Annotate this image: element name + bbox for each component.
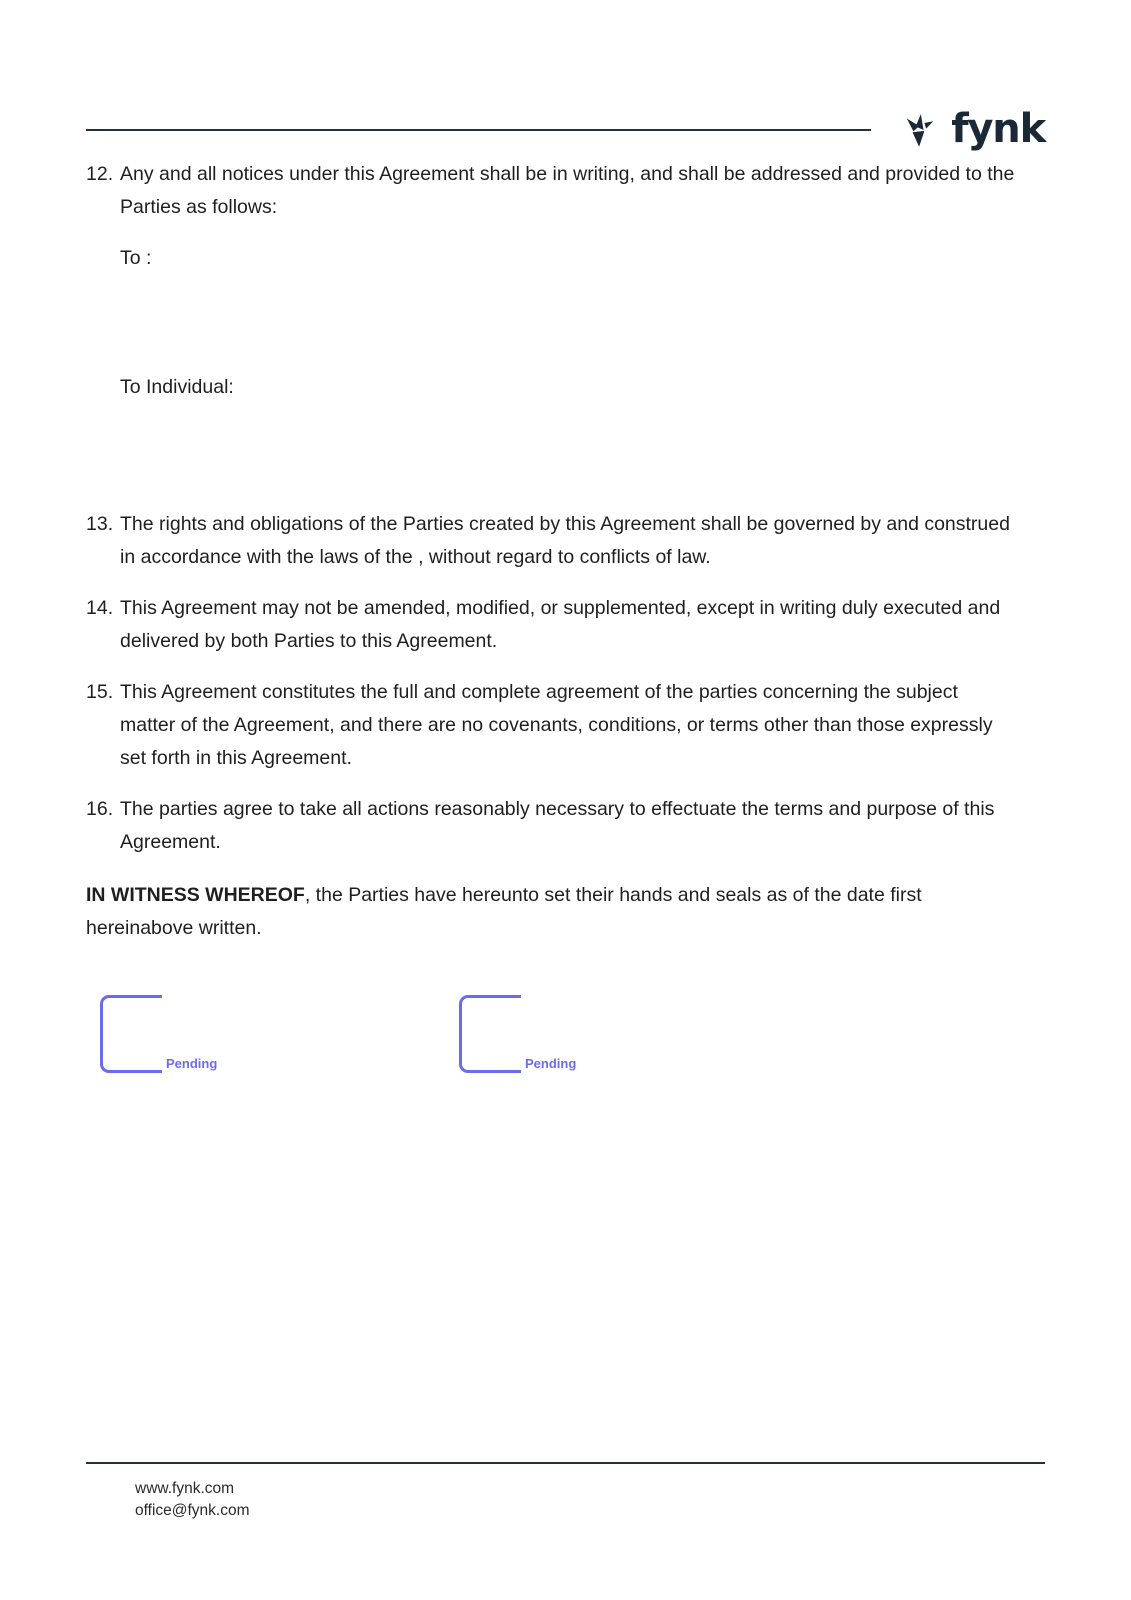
fynk-wordmark: fynk bbox=[951, 106, 1045, 152]
notice-to-blank bbox=[120, 275, 1016, 371]
clause-number: 12. bbox=[86, 163, 114, 185]
clause-14 bbox=[86, 592, 1016, 658]
header-divider bbox=[86, 129, 871, 131]
clause-13 bbox=[86, 508, 1016, 574]
clause-number: 14. bbox=[86, 597, 114, 619]
witness-lead-in: IN WITNESS WHEREOF bbox=[86, 884, 305, 906]
clause-number: 15. bbox=[86, 681, 114, 703]
clause-number: 13. bbox=[86, 513, 114, 535]
notice-addresses bbox=[120, 242, 1016, 508]
clause-text: The rights and obligations of the Parties created by this Agreement shall be governed by and construed in accordance with the laws of the , without regard to conflicts of law. bbox=[120, 513, 1010, 568]
clause-text: The parties agree to take all actions reasonably necessary to effectuate the terms and purpose of this Agreement. bbox=[120, 798, 995, 853]
clause-16 bbox=[86, 793, 1016, 859]
footer-email[interactable]: office@fynk.com bbox=[135, 1502, 250, 1519]
witness-paragraph bbox=[86, 879, 1011, 945]
notice-to-individual-blank bbox=[120, 404, 1016, 508]
signature-block[interactable] bbox=[100, 995, 220, 1090]
notice-to-individual-label: To Individual: bbox=[120, 376, 234, 398]
signature-bracket-icon bbox=[100, 995, 162, 1073]
signature-bracket-icon bbox=[459, 995, 521, 1073]
clause-text: This Agreement constitutes the full and complete agreement of the parties concerning the subject matter of the Agreement, and there are no covenants, conditions, or terms other than those expressly set forth in this Agreement. bbox=[120, 681, 993, 769]
clause-text: This Agreement may not be amended, modified, or supplemented, except in writing duly executed and delivered by both Parties to this Agreement. bbox=[120, 597, 1001, 652]
signature-block[interactable] bbox=[459, 995, 579, 1090]
signature-area bbox=[86, 995, 1016, 1105]
clause-12 bbox=[86, 158, 1016, 224]
footer-divider bbox=[86, 1462, 1045, 1464]
fynk-logo bbox=[898, 96, 1045, 160]
footer-website[interactable]: www.fynk.com bbox=[135, 1480, 235, 1497]
clause-number: 16. bbox=[86, 798, 114, 820]
page-footer bbox=[86, 1462, 1045, 1522]
clause-15 bbox=[86, 676, 1016, 775]
status-badge: Pending bbox=[166, 1056, 218, 1071]
document-body bbox=[86, 158, 1016, 945]
clause-text: Any and all notices under this Agreement shall be in writing, and shall be addressed and provided to the Parties as follows: bbox=[120, 163, 1015, 218]
footer-contact bbox=[135, 1478, 1045, 1522]
fynk-bird-icon bbox=[898, 108, 942, 152]
notice-to-label: To : bbox=[120, 247, 152, 269]
status-badge: Pending bbox=[525, 1056, 577, 1071]
witness-rest: , the Parties have hereunto set their hands and seals as of the date first hereinabove written. bbox=[86, 884, 922, 939]
